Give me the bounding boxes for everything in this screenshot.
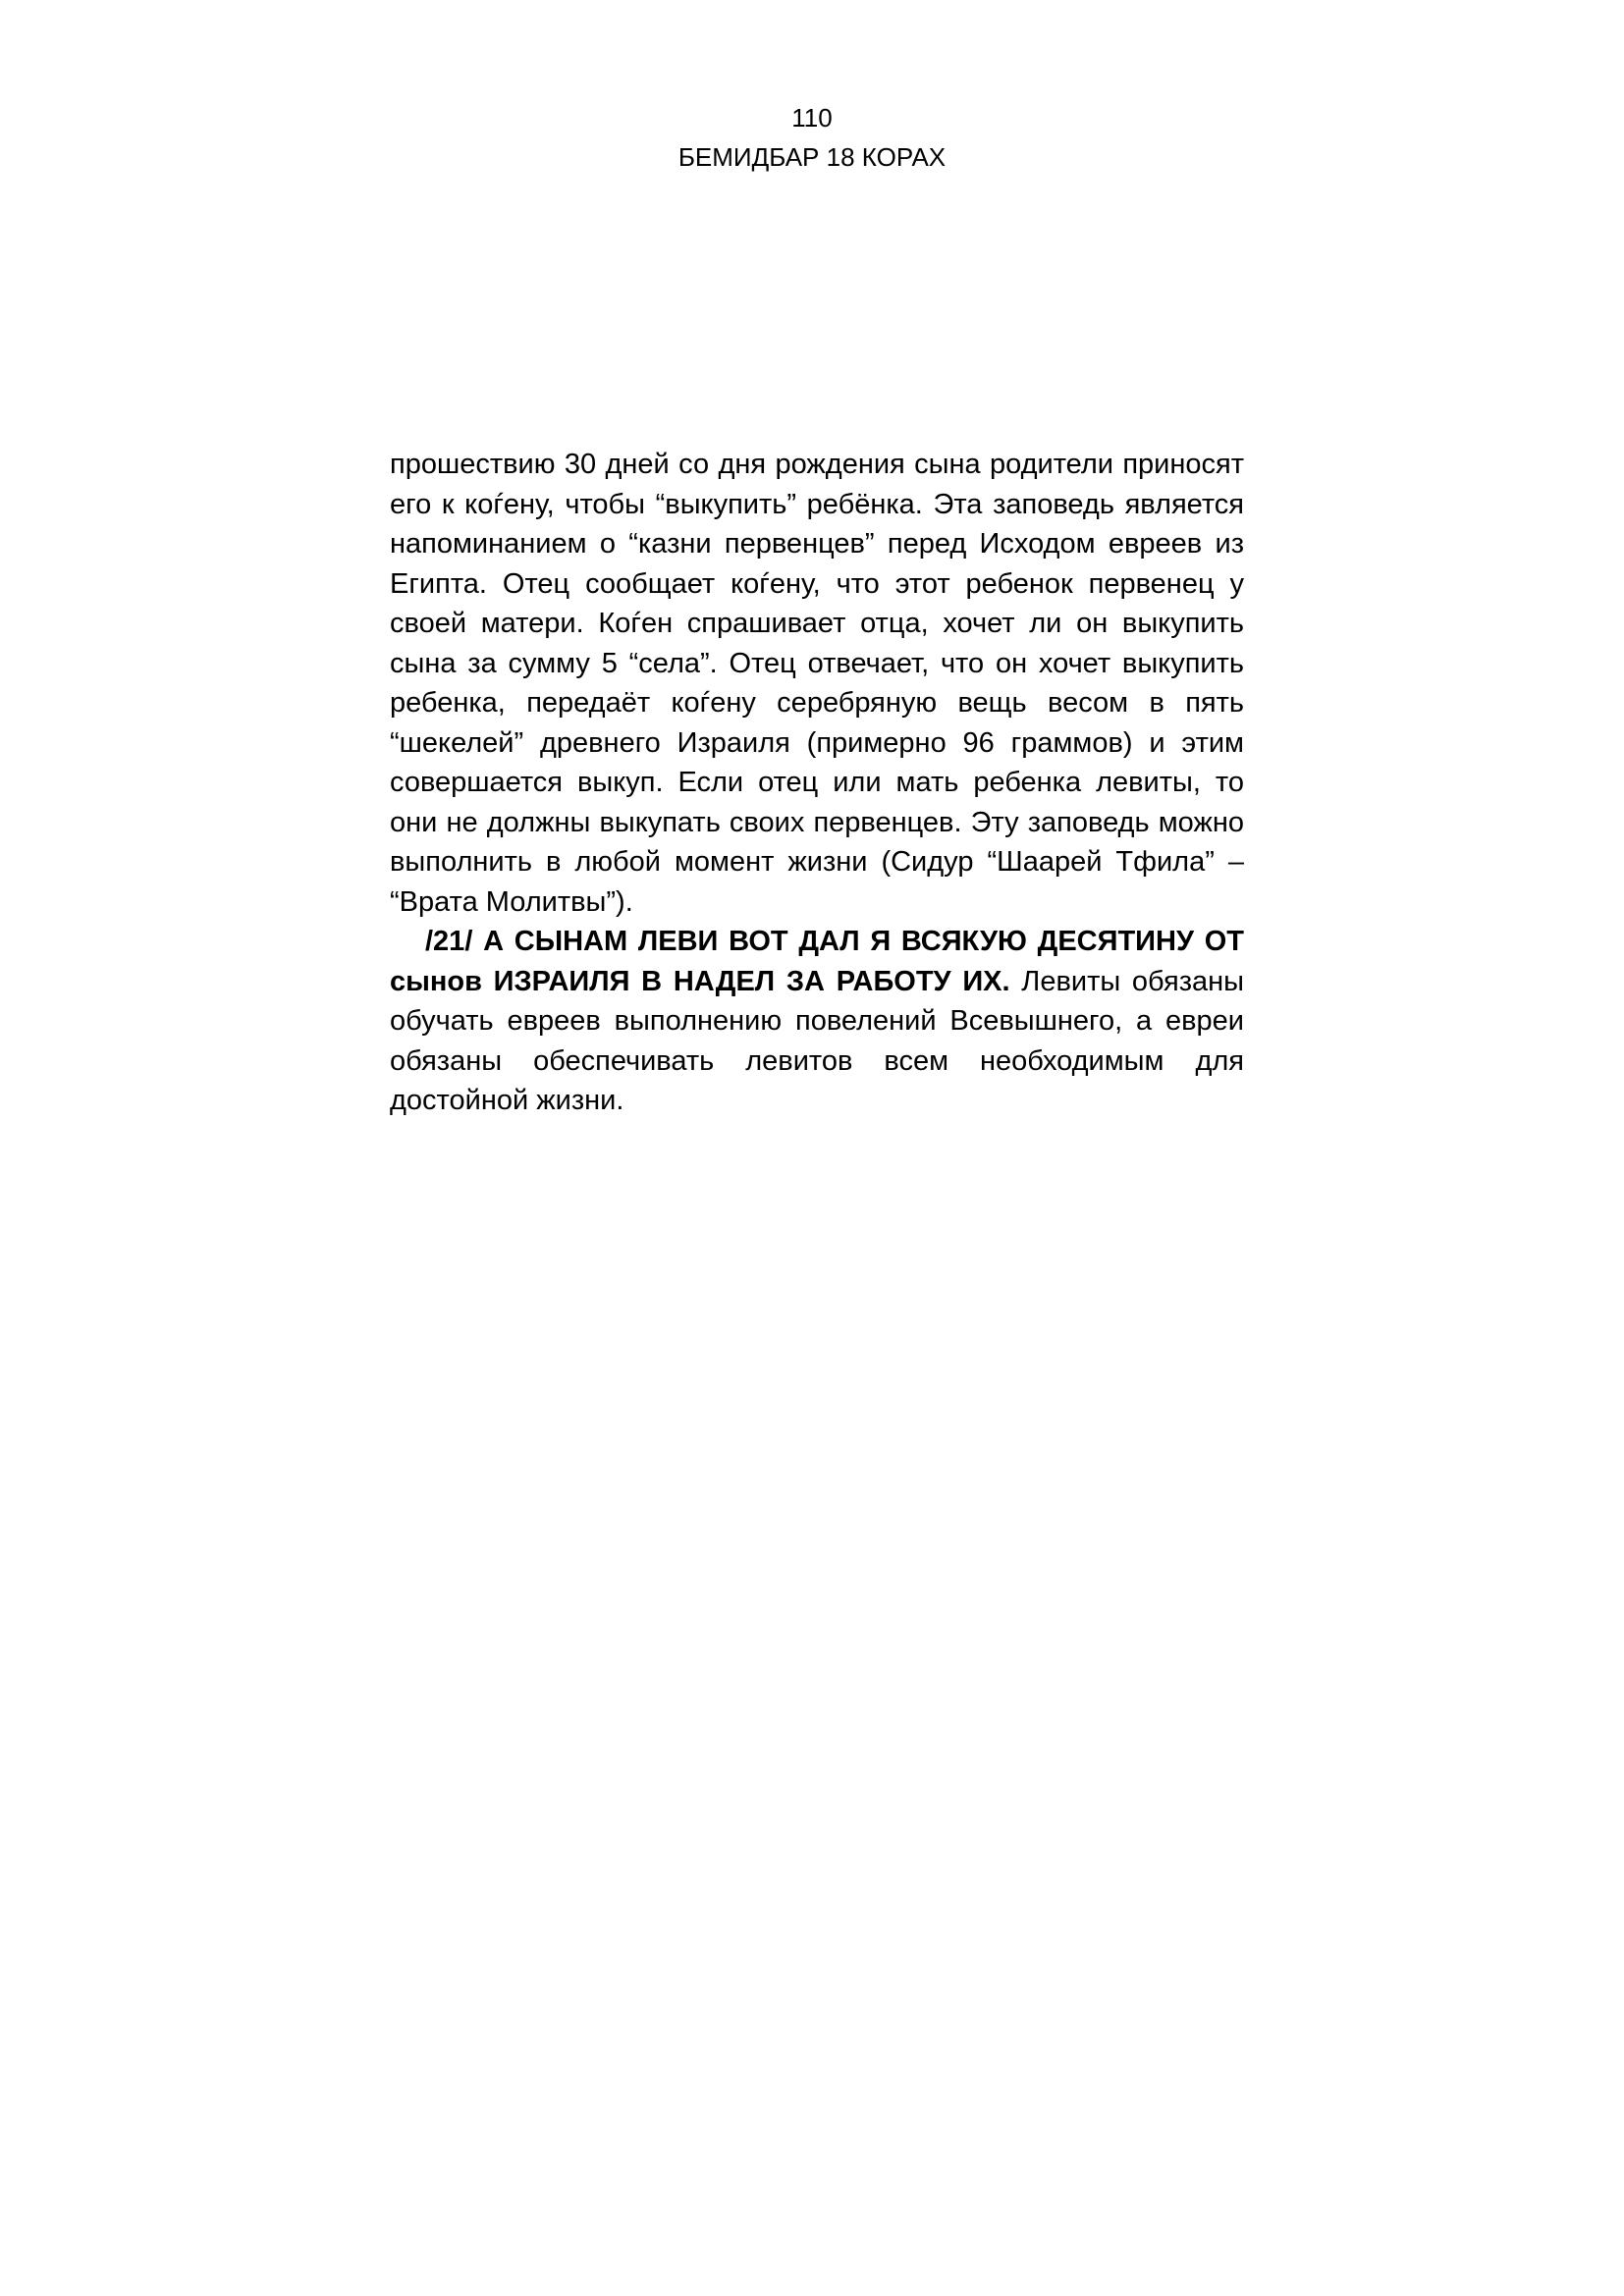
page-number: 110 — [791, 103, 833, 133]
body-text — [390, 445, 1244, 1121]
verse-paragraph — [390, 922, 1244, 1121]
verse-commentary: Левиты обязаны обучать евреев выполнению повелений Всевышнего, а евреи обязаны обеспечивать левитов всем необходимым для достойной жизни. — [390, 965, 1244, 1116]
verse-heading: /21/ А СЫНАМ ЛЕВИ ВОТ ДАЛ Я ВСЯКУЮ ДЕСЯТИНУ ОТ сынов ИЗРАИЛЯ В НАДЕЛ ЗА РАБОТУ ИХ. — [390, 926, 1244, 997]
running-title: БЕМИДБАР 18 КОРАХ — [677, 142, 947, 172]
page-header — [0, 98, 1624, 177]
paragraph-pidyon-haben: прошествию 30 дней со дня рождения сына родители приносят его к коѓену, чтобы “выкупить” ребёнка. Эта заповедь является напоминанием о “казни первенцев” перед Исходом евреев из Египта. Отец сообщает коѓену, что этот ребенок первенец у своей матери. Коѓен спрашивает отца, хочет ли он выкупить сына за сумму 5 “села”. Отец отвечает, что он хочет выкупить ребенка, передаёт коѓену серебряную вещь весом в пять “шекелей” древнего Израиля (примерно 96 граммов) и этим совершается выкуп. Если отец или мать ребенка левиты, то они не должны выкупать своих первенцев. Эту заповедь можно выполнить в любой момент жизни (Сидур “Шаарей Тфила” – “Врата Молитвы”). — [390, 449, 1244, 918]
